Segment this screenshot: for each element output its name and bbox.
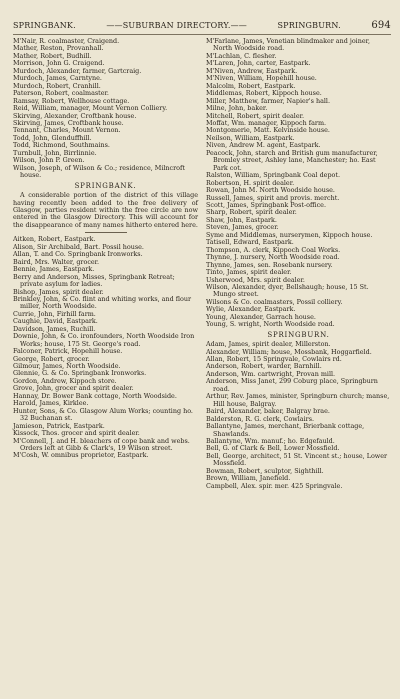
directory-entry: Sharp, Robert, spirit dealer.: [206, 208, 297, 217]
directory-entry: Neilson, William, Eastpark.: [206, 133, 295, 142]
directory-entry: Usherwood, Mrs. spirit dealer.: [206, 275, 305, 284]
header-center: ——SUBURBAN DIRECTORY.——: [106, 21, 248, 30]
directory-entry: Milne, John, baker.: [206, 104, 268, 113]
directory-entry: Niven, Andrew M. agent, Eastpark.: [206, 141, 321, 150]
directory-entry: George, Robert, grocer.: [13, 354, 90, 363]
directory-entry: M'Laren, John, carter, Eastpark.: [206, 59, 311, 68]
directory-entry: Syme and Middlemas, nurserymen, Kippoch house.: [206, 230, 373, 239]
directory-entry: M'Niven, William, Hopehill house.: [206, 74, 317, 83]
directory-entry: Bishop, James, spirit dealer.: [13, 287, 104, 296]
directory-entry: Wilsons & Co. coalmasters, Possil colliery.: [206, 297, 343, 306]
directory-entry: Anderson, Wm. cartwright, Provan mill.: [206, 369, 336, 378]
directory-entry: Murdoch, Alexander, farmer, Gartcraig.: [13, 66, 142, 75]
section-rule: [85, 232, 127, 233]
section-title-springbank: SPRINGBANK.: [74, 181, 137, 190]
directory-entry: Todd, John, Glenduffhill.: [13, 133, 92, 142]
directory-entry: Aitken, Robert, Eastpark.: [13, 235, 96, 244]
directory-entry: Baird, Alexander, baker, Balgray brae.: [206, 407, 330, 416]
directory-entry: Reid, William, manager, Mount Vernon Colliery.: [13, 104, 168, 113]
springburn-entries: [206, 341, 391, 490]
directory-entry: Skirving, Alexander, Croftbank house.: [13, 111, 137, 120]
directory-entry: Bell, George, architect, 51 St. Vincent st.; house, Lower Mossfield.: [206, 451, 388, 468]
directory-entry: M'Niven, Andrew, Eastpark.: [206, 66, 298, 75]
directory-entry: Turnbull, John, Birrlinnie.: [13, 148, 97, 157]
directory-entry: Miller, Matthew, farmer, Napier's hall.: [206, 96, 331, 105]
directory-entry: Wilson, Joseph, of Wilson & Co.; residence, Milncroft house.: [13, 163, 185, 180]
directory-entry: Adam, James, spirit dealer, Millerston.: [206, 340, 331, 349]
directory-entry: Davidson, James, Ruchill.: [13, 324, 96, 333]
directory-entry: Allan, Robert, 15 Springvale, Cowlairs rd.: [206, 355, 342, 364]
right-column: [206, 38, 391, 490]
directory-entry: Brown, William, Janefield.: [206, 474, 291, 483]
directory-entry: M'Cosh, W. omnibus proprietor, Eastpark.: [13, 451, 149, 460]
directory-entry: Montgomerie, Matt. Kelvinside house.: [206, 126, 330, 135]
directory-entry: Thynne, J. nursery, North Woodside road.: [206, 253, 340, 262]
directory-entry: Baird, Mrs. Walter, grocer.: [13, 257, 100, 266]
directory-entry: Anderson, Miss Janet, 299 Coburg place, Springburn road.: [206, 377, 378, 393]
directory-entry: Hunter, Sons, & Co. Glasgow Alum Works; counting ho. 32 Buchanan st.: [13, 406, 193, 423]
directory-entry: Murdoch, James, Carntyne.: [13, 74, 102, 83]
section-title-springburn: SPRINGBURN.: [267, 330, 330, 339]
header-left: SPRINGBANK.: [13, 21, 76, 30]
page-number: 694: [371, 20, 391, 31]
directory-entry: Malcolm, Robert, Eastpark.: [206, 81, 296, 90]
directory-entry: Anderson, Robert, warder, Barnhill.: [206, 362, 322, 371]
directory-entry: Scott, James, Springbank Post-office.: [206, 200, 326, 209]
directory-entry: Bennie, James, Eastpark.: [13, 265, 95, 274]
directory-entry: Peacock, John, starch and British gum manufacturer, Bromley street, Ashley lane, Manchester; ho. East Park cot.: [206, 148, 378, 172]
directory-entry: Russell, James, spirit and provis. mercht.: [206, 193, 340, 202]
columns: [13, 38, 391, 490]
directory-entry: Campbell, Alex. spir. mer. 425 Springvale.: [206, 481, 343, 490]
directory-entry: M'Nair, R. coalmaster, Craigend.: [13, 37, 120, 45]
directory-entry: Rowan, John M. North Woodside house.: [206, 186, 335, 195]
directory-entry: Falconer, Patrick, Hopehill house.: [13, 347, 123, 356]
directory-entry: Bowman, Robert, sculptor, Sighthill.: [206, 466, 324, 475]
directory-entry: M'Lachlan, C. flesher.: [206, 51, 277, 60]
directory-entry: Mitchell, Robert, spirit dealer.: [206, 111, 305, 120]
directory-entry: Shaw, John, Eastpark.: [206, 215, 277, 224]
directory-entry: Mather, Robert, Budhill.: [13, 51, 92, 60]
springbank-entries: [13, 236, 198, 460]
directory-entry: Moffat, Wm. manager, Kippoch farm.: [206, 118, 327, 127]
directory-entry: Berry and Anderson, Misses, Springbank Retreat; private asylum for ladies.: [13, 272, 175, 289]
directory-entry: Skirving, James, Croftbank house.: [13, 118, 124, 127]
directory-entry: Morrison, John G. Craigend.: [13, 59, 105, 68]
running-header: [13, 20, 391, 35]
directory-entry: Todd, Richmond, Southmains.: [13, 141, 110, 150]
directory-entry: Mather, Reston, Provanhall.: [13, 44, 104, 53]
directory-entry: Gordon, Andrew, Kippoch store.: [13, 376, 117, 385]
directory-entry: Tennant, Charles, Mount Vernon.: [13, 126, 121, 135]
directory-entry: Thynne, James, sen. Rosebank nursery.: [206, 260, 333, 269]
directory-entry: Middlemas, Robert, Kippoch house.: [206, 89, 322, 98]
directory-entry: Kissock, Thos. grocer and spirit dealer.: [13, 429, 140, 438]
directory-entry: Alison, Sir Archibald, Bart. Possil house.: [13, 242, 144, 251]
directory-entry: Arthur, Rev. James, minister, Springburn church; manse, Hill house, Balgray.: [206, 392, 390, 408]
directory-entry: Tatisell, Edward, Eastpark.: [206, 238, 294, 247]
springbank-intro: A considerable portion of the district of this village having recently been added to the free delivery of Glasgow, parties resident within the free circle are now entered in the Glasgow Directory. This will account for the disappearance of many names hitherto entered here.: [13, 191, 198, 229]
directory-entry: Ballantyne, James, merchant, Brierbank cottage, Shawlands.: [206, 422, 365, 438]
directory-entry: Balderston, R. G. clerk, Cowlairs.: [206, 414, 315, 423]
directory-entry: Alexander, William; house, Mossbank, Hoggarfield.: [206, 347, 372, 356]
directory-entry: Tinto, James, spirit dealer.: [206, 268, 292, 277]
directory-entry: Gilmour, James, North Woodside.: [13, 362, 121, 371]
directory-entry: Ralston, William, Springbank Coal depot.: [206, 171, 340, 180]
directory-entry: Wilson, John P. Green.: [13, 156, 85, 165]
directory-entry: Caughie, David, Eastpark.: [13, 317, 98, 326]
directory-entry: Brinkley, John, & Co. flint and whiting works, and flour miller, North Woodside.: [13, 294, 192, 311]
directory-entry: Steven, James, grocer.: [206, 223, 279, 232]
directory-entry: Murdoch, Robert, Cranhill.: [13, 81, 101, 90]
right-entries: [206, 38, 391, 329]
left-entries: [13, 38, 198, 180]
directory-entry: Allan, T. and Co. Springbank Ironworks.: [13, 250, 143, 259]
directory-entry: Downie, John, & Co. ironfounders, North Woodside Iron Works; house, 175 St. George's road.: [13, 332, 195, 348]
directory-entry: M'Connell, J. and H. bleachers of cope bank and webs. Orders left at Gibb & Clark's, 19 Wilson street.: [13, 436, 190, 453]
directory-entry: Jamieson, Patrick, Eastpark.: [13, 421, 105, 430]
header-right: SPRINGBURN.: [277, 21, 341, 30]
directory-entry: Ramsay, Robert, Wellhouse cottage.: [13, 96, 130, 105]
directory-entry: Grove, John, grocer and spirit dealer.: [13, 384, 134, 393]
directory-entry: Paterson, Robert, coalmaster.: [13, 89, 109, 98]
directory-entry: M'Farlane, James, Venetian blindmaker and joiner, North Woodside road.: [206, 37, 371, 53]
directory-entry: Thompson, A. clerk, Kippoch Coal Works.: [206, 245, 341, 254]
directory-entry: Hannay, Dr. Bower Bank cottage, North Woodside.: [13, 391, 177, 400]
directory-entry: Currie, John, Firhill farm.: [13, 309, 96, 318]
directory-entry: Wylie, Alexander, Eastpark.: [206, 305, 296, 314]
directory-entry: Young, Alexander, Garrach house.: [206, 312, 316, 321]
directory-entry: Robertson, H. spirit dealer.: [206, 178, 295, 187]
directory-entry: Young, S. wright, North Woodside road.: [206, 320, 335, 329]
directory-entry: Wilson, Alexander, dyer, Bellshaugh; house, 15 St. Mungo street.: [206, 282, 369, 299]
directory-entry: Bell, G. of Clark & Bell, Lower Mossfield.: [206, 444, 340, 453]
directory-entry: Glennie, G. & Co. Springbank Ironworks.: [13, 369, 147, 378]
directory-entry: Ballantyne, Wm. manuf.; ho. Edgefauld.: [206, 437, 335, 446]
directory-entry: Harold, James, Kirklee.: [13, 399, 89, 408]
left-column: [13, 38, 198, 490]
